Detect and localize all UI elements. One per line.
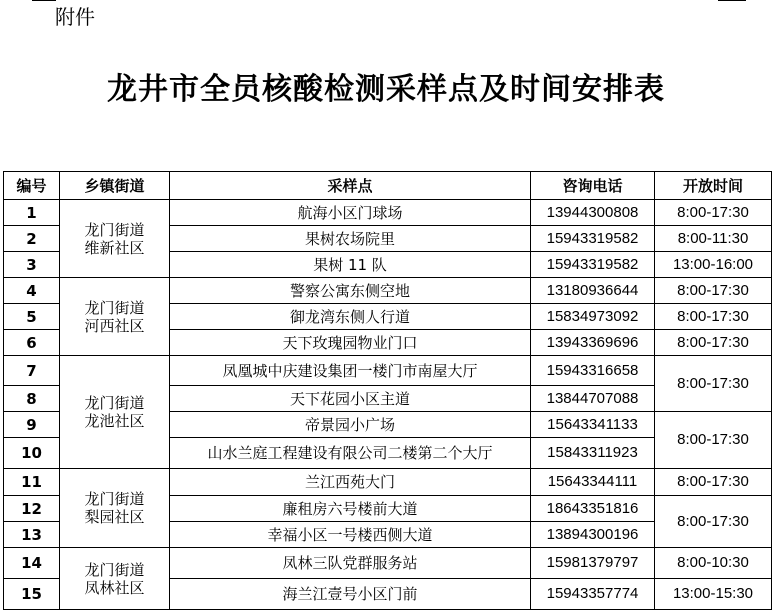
phone-cell: 15643341133 — [531, 412, 655, 438]
row-number: 8 — [4, 386, 60, 412]
row-number: 1 — [4, 200, 60, 226]
site-cell: 帝景园小广场 — [170, 412, 531, 438]
site-cell: 航海小区门球场 — [170, 200, 531, 226]
table-row — [4, 469, 772, 496]
row-number: 15 — [4, 579, 60, 610]
hours-cell: 8:00-17:30 — [655, 200, 772, 226]
hours-cell: 8:00-17:30 — [655, 356, 772, 412]
row-number: 13 — [4, 522, 60, 548]
table-row — [4, 278, 772, 304]
schedule-table — [3, 171, 772, 610]
column-header-area: 乡镇街道 — [60, 172, 170, 200]
row-number: 5 — [4, 304, 60, 330]
site-cell: 果树农场院里 — [170, 226, 531, 252]
area-community: 龙池社区 — [84, 412, 145, 430]
phone-cell: 15943357774 — [531, 579, 655, 610]
table-row — [4, 548, 772, 579]
hours-cell: 8:00-17:30 — [655, 469, 772, 496]
area-street: 龙门街道 — [84, 560, 145, 579]
hours-cell: 8:00-10:30 — [655, 548, 772, 579]
area-cell — [60, 469, 170, 548]
hours-cell: 8:00-17:30 — [655, 330, 772, 356]
row-number: 6 — [4, 330, 60, 356]
phone-cell: 15981379797 — [531, 548, 655, 579]
row-number: 2 — [4, 226, 60, 252]
phone-cell: 15843311923 — [531, 438, 655, 469]
area-cell — [60, 548, 170, 610]
area-cell — [60, 200, 170, 278]
phone-cell: 15943316658 — [531, 356, 655, 386]
phone-cell: 15643344111 — [531, 469, 655, 496]
row-number: 12 — [4, 496, 60, 522]
site-cell: 海兰江壹号小区门前 — [170, 579, 531, 610]
column-header-phone: 咨询电话 — [531, 172, 655, 200]
header-rule-left — [32, 0, 56, 1]
phone-cell: 15834973092 — [531, 304, 655, 330]
phone-cell: 13844707088 — [531, 386, 655, 412]
row-number: 11 — [4, 469, 60, 496]
hours-cell: 13:00-15:30 — [655, 579, 772, 610]
page-title: 龙井市全员核酸检测采样点及时间安排表 — [107, 72, 665, 107]
hours-cell: 8:00-11:30 — [655, 226, 772, 252]
area-community: 梨园社区 — [84, 508, 145, 526]
table-row — [4, 200, 772, 226]
phone-cell: 15943319582 — [531, 226, 655, 252]
area-community: 河西社区 — [84, 316, 145, 335]
hours-cell: 8:00-17:30 — [655, 496, 772, 548]
site-cell: 果树 11 队 — [170, 252, 531, 278]
area-community: 凤林社区 — [84, 578, 145, 597]
phone-cell: 18643351816 — [531, 496, 655, 522]
row-number: 4 — [4, 278, 60, 304]
site-cell: 御龙湾东侧人行道 — [170, 304, 531, 330]
hours-cell: 8:00-17:30 — [655, 304, 772, 330]
site-cell: 天下花园小区主道 — [170, 386, 531, 412]
column-header-number: 编号 — [4, 172, 60, 200]
row-number: 10 — [4, 438, 60, 469]
phone-cell: 13180936644 — [531, 278, 655, 304]
area-street: 龙门街道 — [84, 394, 145, 412]
site-cell: 天下玫瑰园物业门口 — [170, 330, 531, 356]
site-cell: 兰江西苑大门 — [170, 469, 531, 496]
row-number: 3 — [4, 252, 60, 278]
hours-cell: 8:00-17:30 — [655, 278, 772, 304]
attachment-label: 附件 — [55, 5, 95, 29]
phone-cell: 13944300808 — [531, 200, 655, 226]
hours-cell: 13:00-16:00 — [655, 252, 772, 278]
phone-cell: 13894300196 — [531, 522, 655, 548]
column-header-hours: 开放时间 — [655, 172, 772, 200]
area-community: 维新社区 — [84, 238, 145, 257]
table-row — [4, 356, 772, 386]
hours-cell: 8:00-17:30 — [655, 412, 772, 469]
site-cell: 凤林三队党群服务站 — [170, 548, 531, 579]
header-rule-right — [718, 0, 746, 1]
site-cell: 幸福小区一号楼西侧大道 — [170, 522, 531, 548]
site-cell: 凤凰城中庆建设集团一楼门市南屋大厅 — [170, 356, 531, 386]
area-street: 龙门街道 — [84, 298, 145, 317]
site-cell: 警察公寓东侧空地 — [170, 278, 531, 304]
area-cell — [60, 278, 170, 356]
column-header-site: 采样点 — [170, 172, 531, 200]
area-cell — [60, 356, 170, 469]
site-cell: 山水兰庭工程建设有限公司二楼第二个大厅 — [170, 438, 531, 469]
area-street: 龙门街道 — [84, 490, 145, 508]
table-header-row — [4, 172, 772, 200]
phone-cell: 15943319582 — [531, 252, 655, 278]
row-number: 7 — [4, 356, 60, 386]
phone-cell: 13943369696 — [531, 330, 655, 356]
row-number: 9 — [4, 412, 60, 438]
row-number: 14 — [4, 548, 60, 579]
site-cell: 廉租房六号楼前大道 — [170, 496, 531, 522]
area-street: 龙门街道 — [84, 220, 145, 239]
